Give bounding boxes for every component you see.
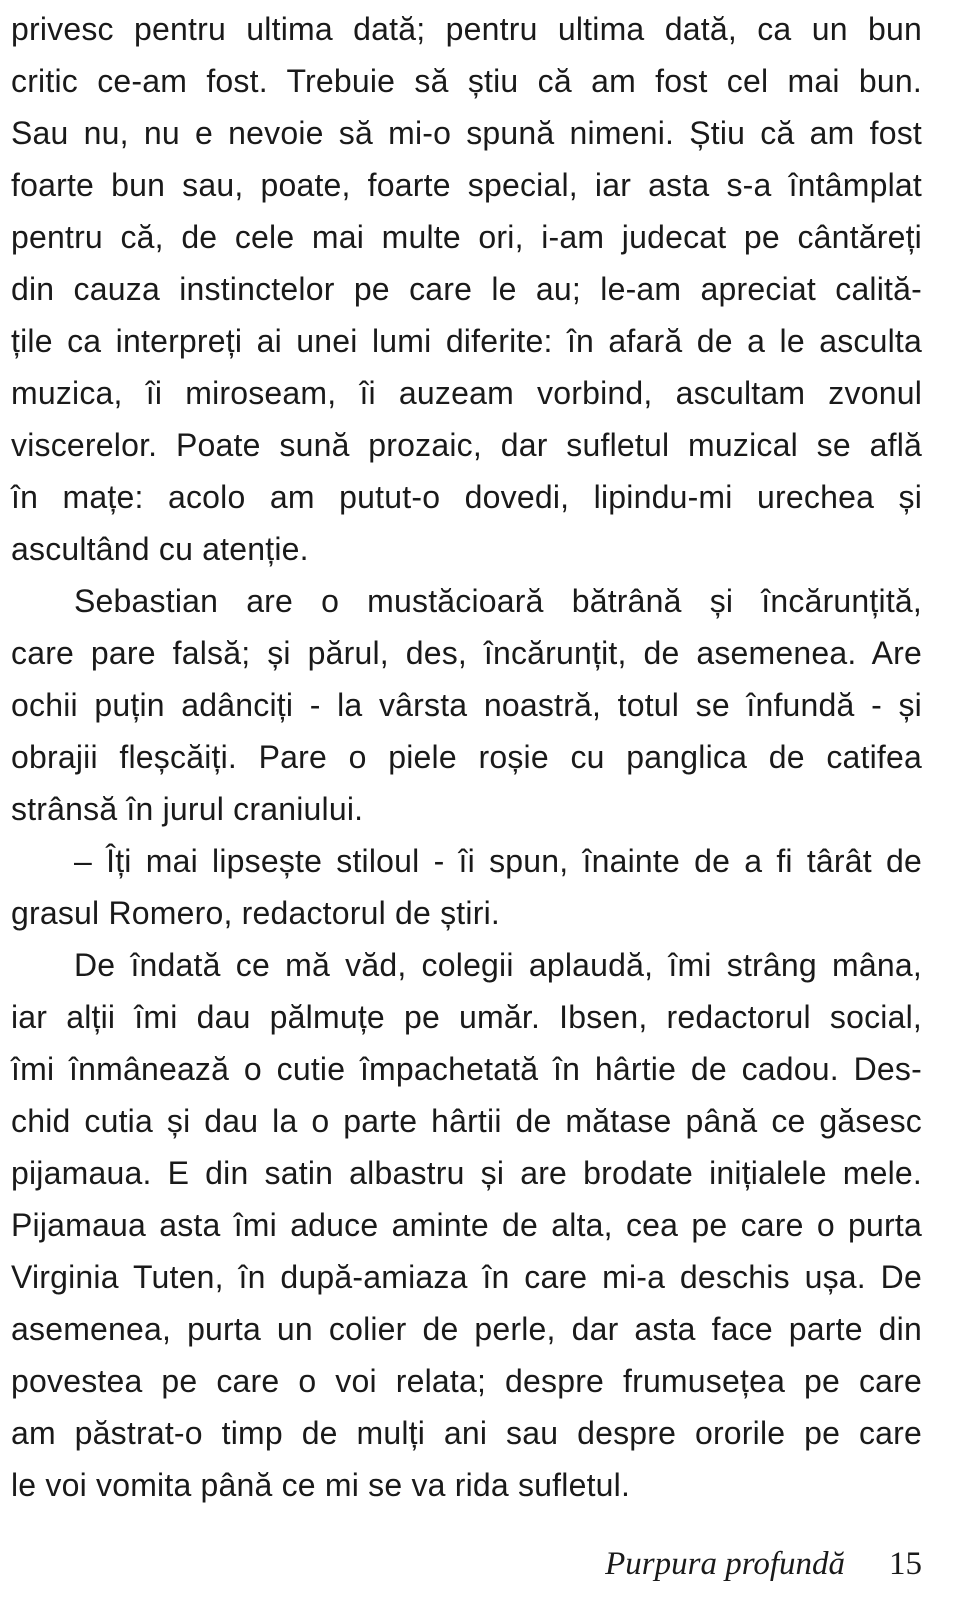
text-line: ascultând cu atenție.: [11, 531, 309, 567]
text-line: din cauza instinctelor pe care le au; le-am apreciat calită-: [11, 271, 922, 307]
text-line: ochii puțin adânciți - la vârsta noastră, totul se înfundă - și: [11, 687, 922, 723]
text-line: chid cutia și dau la o parte hârtii de mătase până ce găsesc: [11, 1103, 922, 1139]
text-line: pentru că, de cele mai multe ori, i-am judecat pe cântăreți: [11, 219, 922, 255]
text-line: am păstrat-o timp de mulți ani sau despre ororile pe care: [11, 1415, 922, 1451]
text-line: țile ca interpreți ai unei lumi diferite: în afară de a le asculta: [11, 323, 922, 359]
text-line: Pijamaua asta îmi aduce aminte de alta, cea pe care o purta: [11, 1207, 922, 1243]
text-line: Virginia Tuten, în după-amiaza în care mi-a deschis ușa. De: [11, 1259, 922, 1295]
page-text: [11, 3, 922, 1511]
text-line: critic ce-am fost. Trebuie să știu că am fost cel mai bun.: [11, 63, 922, 99]
text-line: povestea pe care o voi relata; despre frumusețea pe care: [11, 1363, 922, 1399]
text-line: privesc pentru ultima dată; pentru ultima dată, ca un bun: [11, 11, 922, 47]
text-line: Sebastian are o mustăcioară bătrână și încărunțită,: [74, 583, 922, 619]
text-line: în mațe: acolo am putut-o dovedi, lipindu-mi urechea și: [11, 479, 922, 515]
text-line: muzica, îi miroseam, îi auzeam vorbind, ascultam zvonul: [11, 375, 922, 411]
text-line: iar alții îmi dau pălmuțe pe umăr. Ibsen, redactorul social,: [11, 999, 922, 1035]
text-line: Sau nu, nu e nevoie să mi-o spună nimeni. Știu că am fost: [11, 115, 922, 151]
text-line: asemenea, purta un colier de perle, dar asta face parte din: [11, 1311, 922, 1347]
text-line: obrajii fleșcăiți. Pare o piele roșie cu panglica de catifea: [11, 739, 922, 775]
text-line: foarte bun sau, poate, foarte special, iar asta s-a întâmplat: [11, 167, 922, 203]
text-line: îmi înmânează o cutie împachetată în hârtie de cadou. Des-: [11, 1051, 922, 1087]
text-line: strânsă în jurul craniului.: [11, 791, 364, 827]
text-line: – Îți mai lipsește stiloul - îi spun, înainte de a fi târât de: [74, 843, 922, 879]
text-line: pijamaua. E din satin albastru și are brodate inițialele mele.: [11, 1155, 922, 1191]
running-title: Purpura profundă: [605, 1546, 845, 1582]
text-line: De îndată ce mă văd, colegii aplaudă, îmi strâng mâna,: [74, 947, 922, 983]
page-footer: [605, 1544, 922, 1584]
page-number: 15: [889, 1546, 922, 1582]
text-line: viscerelor. Poate sună prozaic, dar sufletul muzical se află: [11, 427, 922, 463]
text-line: care pare falsă; și părul, des, încărunțit, de asemenea. Are: [11, 635, 922, 671]
text-line: grasul Romero, redactorul de știri.: [11, 895, 500, 931]
text-line: le voi vomita până ce mi se va rida sufletul.: [11, 1467, 631, 1503]
